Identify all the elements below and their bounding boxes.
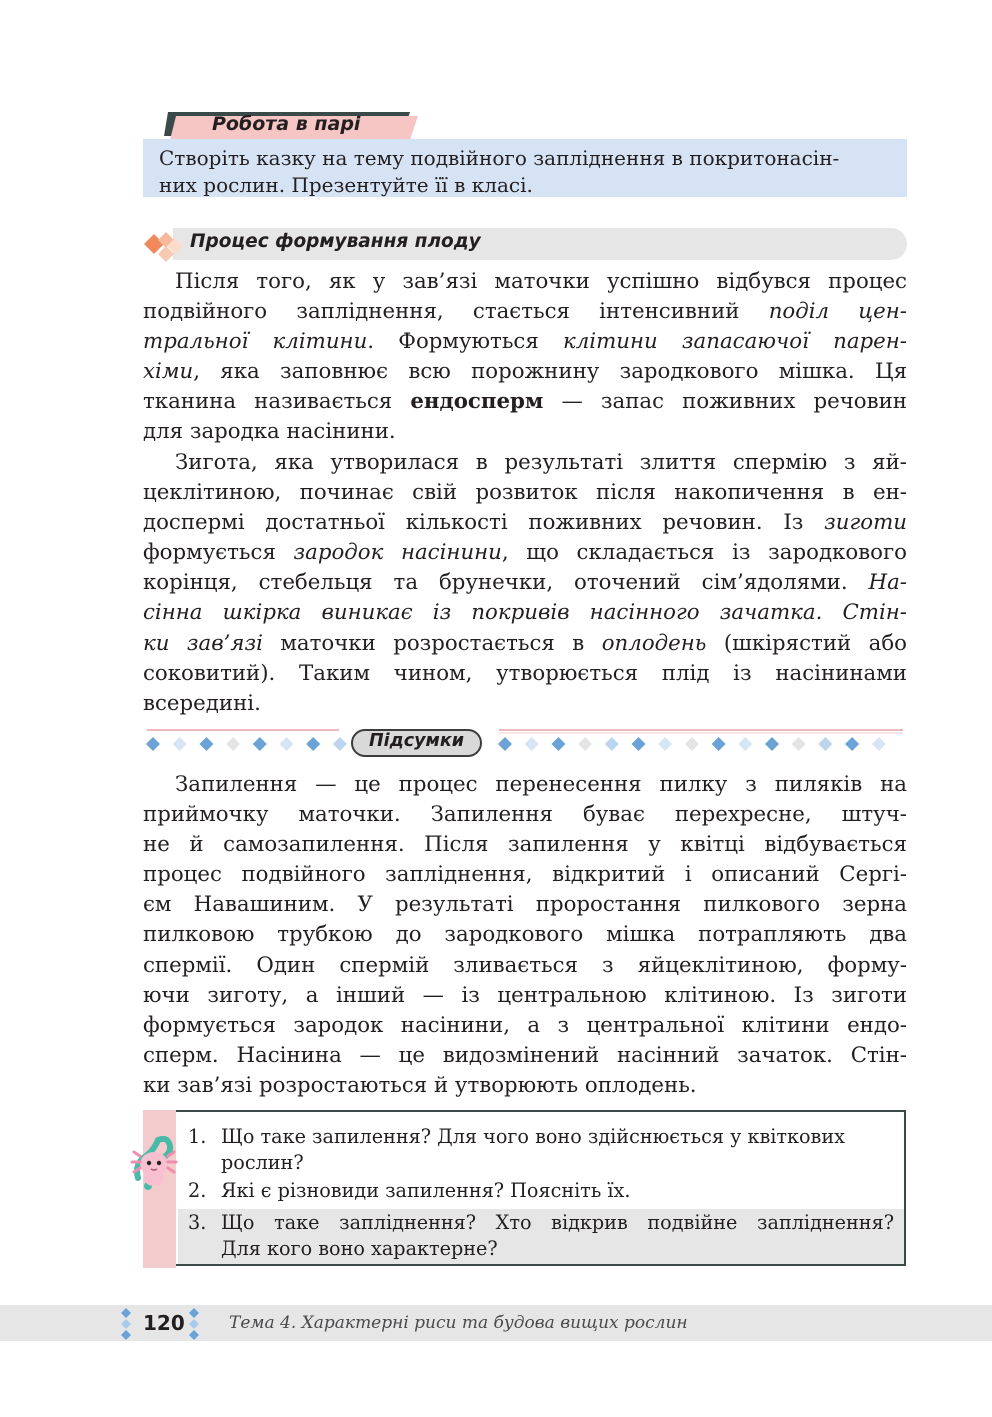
divider-diamond [578, 737, 592, 751]
diamonds-icon [139, 220, 185, 266]
divider-diamond [525, 737, 539, 751]
divider-diamond [792, 737, 806, 751]
question-item [188, 1124, 894, 1176]
text-line: тральної клітини. Формуються клітини запасаючої парен- [143, 329, 907, 355]
divider-diamond [845, 737, 859, 751]
divider-diamond [605, 737, 619, 751]
pair-work-line: них рослин. Презентуйте її в класі. [159, 173, 533, 197]
text-line: спермії. Один спермій зливається з яйцеклітиною, форму- [143, 952, 907, 978]
footer-topic: Тема 4. Характерні риси та будова вищих рослин [229, 1313, 688, 1333]
divider-diamond [632, 737, 646, 751]
text-line: сперм. Насінина — це видозмінений насінний зачаток. Стін- [143, 1042, 907, 1068]
question-text: Для кого воно характерне? [221, 1237, 498, 1260]
paragraph-summary [143, 770, 907, 1101]
question-item [188, 1178, 894, 1204]
text-line: пилковою трубкою до зародкового мішка потрапляють два [143, 922, 907, 948]
divider-diamond [738, 737, 752, 751]
text-line: подвійного запліднення, стається інтенсивний поділ цен- [143, 299, 907, 325]
text-line: формується зародок насінини, що складається із зародкового [143, 540, 907, 566]
divider-diamond [173, 737, 187, 751]
divider-diamond [872, 737, 886, 751]
divider-diamond [253, 737, 267, 751]
summary-label: Підсумки [368, 731, 464, 751]
text-line: Зигота, яка утворилася в результаті злиття спермію з яй- [175, 450, 907, 475]
text-line: формується зародок насінини, а з центральної клітини ендо- [143, 1012, 907, 1038]
divider-diamond [199, 737, 213, 751]
summary-divider [143, 726, 907, 760]
axolotl-mascot-icon [124, 1134, 188, 1192]
divider-diamond [685, 737, 699, 751]
section-title: Процес формування плоду [190, 231, 481, 252]
question-number: 1. [188, 1125, 207, 1148]
text-line: сінна шкірка виникає із покривів насінного зачатка. Стін- [143, 600, 907, 626]
divider-diamond [765, 737, 779, 751]
divider-diamond [712, 737, 726, 751]
text-line: соковитий). Таким чином, утворюється плід із насінинами [143, 660, 907, 686]
text-line: цеклітиною, починає свій розвиток після накопичення в ен- [143, 480, 907, 506]
text-line: тканина називається ендосперм — запас поживних речовин [143, 389, 907, 415]
divider-diamond [551, 737, 565, 751]
divider-diamond [658, 737, 672, 751]
pair-work-label: Робота в парі [212, 113, 361, 135]
divider-diamond [333, 737, 347, 751]
term-endosperm: ендосперм [410, 389, 544, 415]
pair-work-task [143, 139, 907, 197]
divider-diamond [146, 737, 160, 751]
question-text: рослин? [221, 1151, 304, 1174]
question-text: Що таке запилення? Для чого воно здійснюється у квіткових [221, 1125, 845, 1148]
text-line: єм Навашиним. У результаті проростання пилкового зерна [143, 892, 907, 918]
text-line: ючи зиготу, а інший — із центральною клітиною. Із зиготи [143, 982, 907, 1008]
text-line: всередині. [143, 690, 261, 716]
text-line: процес подвійного запліднення, відкритий і описаний Сергі- [143, 862, 907, 888]
text-line: корінця, стебельця та брунечки, оточений сім’ядолями. На- [143, 570, 907, 596]
text-line: ки зав’язі розростаються й утворюють оплодень. [143, 1072, 697, 1098]
text-line: доспермі достатньої кількості поживних речовин. Із зиготи [143, 510, 907, 536]
question-text: Що таке запліднення? Хто відкрив подвійне запліднення? [221, 1211, 894, 1234]
page-number: 120 [143, 1311, 185, 1335]
text-line: хіми, яка заповнює всю порожнину зародкового мішка. Ця [143, 359, 907, 385]
question-number: 2. [188, 1179, 207, 1202]
text-line: Після того, як у зав’язі маточки успішно відбувся процес [175, 269, 907, 294]
pair-work-line: Створіть казку на тему подвійного запліднення в покритонасін- [159, 146, 840, 170]
divider-diamond [280, 737, 294, 751]
question-text: Які є різновиди запилення? Поясніть їх. [221, 1179, 631, 1202]
question-number: 3. [188, 1211, 207, 1234]
text-line: Запилення — це процес перенесення пилку з пиляків на [175, 772, 907, 797]
text-line: не й самозапилення. Після запилення у квітці відбувається [143, 832, 907, 858]
paragraph-fruit-formation [143, 267, 907, 448]
paragraph-zygote [143, 448, 907, 719]
divider-diamond [306, 737, 320, 751]
question-item [188, 1210, 894, 1262]
divider-diamond [818, 737, 832, 751]
text-line: ки зав’язі маточки розростається в оплодень (шкірястий або [143, 630, 907, 656]
divider-diamond [226, 737, 240, 751]
text-line: для зародка насінини. [143, 419, 396, 445]
text-line: приймочку маточки. Запилення буває перехресне, штуч- [143, 802, 907, 828]
divider-diamond [498, 737, 512, 751]
